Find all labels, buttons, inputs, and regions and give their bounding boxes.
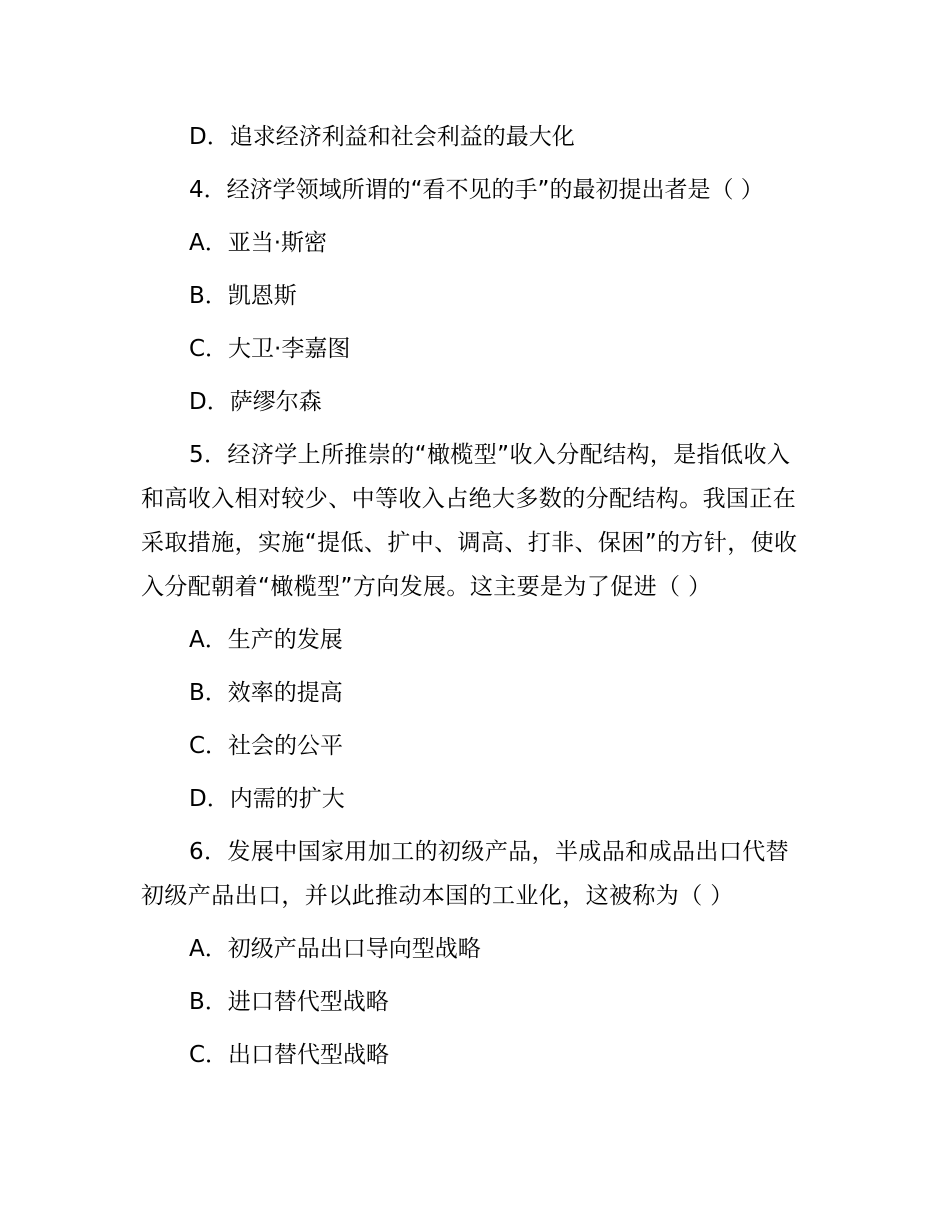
q5-stem: 5．经济学上所推崇的“橄榄型”收入分配结构，是指低收入和高收入相对较少、中等收入占绝大多数的分配结构。我国正在采取措施，实施“提低、扩中、调高、打非、保困”的方针，使收入分配朝着“橄榄型”方向发展。这主要是为了促进（ ） bbox=[141, 442, 798, 600]
q4-option-d: D．萨缪尔森 bbox=[189, 389, 322, 415]
q6-option-c: C．出口替代型战略 bbox=[189, 1042, 390, 1068]
q6-stem: 6．发展中国家用加工的初级产品，半成品和成品出口代替初级产品出口，并以此推动本国的工业化，这被称为（ ） bbox=[141, 839, 790, 909]
q3-option-d: D．追求经济利益和社会利益的最大化 bbox=[189, 124, 575, 150]
document-content bbox=[141, 115, 811, 1077]
q5-option-b: B．效率的提高 bbox=[189, 680, 343, 706]
q4-option-b: B．凯恩斯 bbox=[189, 283, 297, 309]
q5-option-c: C．社会的公平 bbox=[189, 733, 344, 759]
q4-option-c: C．大卫·李嘉图 bbox=[189, 336, 351, 362]
q6-option-a: A．初级产品出口导向型战略 bbox=[189, 936, 481, 962]
q4-stem: 4．经济学领域所谓的“看不见的手”的最初提出者是（ ） bbox=[189, 177, 764, 203]
q5-option-a: A．生产的发展 bbox=[189, 627, 343, 653]
q5-option-d: D．内需的扩大 bbox=[189, 786, 345, 812]
q6-option-b: B．进口替代型战略 bbox=[189, 989, 389, 1015]
q4-option-a: A．亚当·斯密 bbox=[189, 230, 328, 256]
